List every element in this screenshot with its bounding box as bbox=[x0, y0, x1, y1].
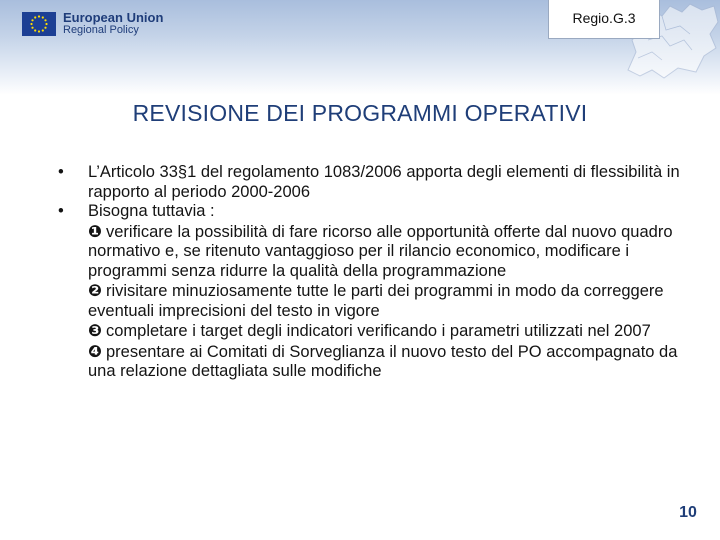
item-text: rivisitare minuziosamente tutte le parti dei programmi in modo da correggere eventuali imprecisioni del testo in vigore bbox=[88, 282, 664, 320]
logo-subtitle: Regional Policy bbox=[63, 24, 139, 36]
item-text: presentare ai Comitati di Sorveglianza il nuovo testo del PO accompagnato da una relazione dettagliata sulle modifiche bbox=[88, 342, 678, 380]
numbered-item bbox=[56, 343, 696, 382]
bullet-item bbox=[56, 163, 696, 202]
eu-logo bbox=[22, 9, 163, 39]
eu-flag-icon bbox=[22, 12, 56, 36]
bullet-text: Bisogna tuttavia : bbox=[88, 202, 215, 220]
slide-body bbox=[56, 163, 696, 382]
document-code-box bbox=[548, 0, 660, 39]
document-code: Regio.G.3 bbox=[572, 10, 636, 26]
numbered-item bbox=[56, 322, 696, 342]
numbered-item bbox=[56, 223, 696, 282]
slide-title: REVISIONE DEI PROGRAMMI OPERATIVI bbox=[132, 100, 588, 126]
bullet-text: L’Articolo 33§1 del regolamento 1083/2006 apporta degli elementi di flessibilità in rapporto al periodo 2000-2006 bbox=[88, 163, 680, 201]
item-number: ❹ bbox=[88, 342, 102, 361]
logo-title: European Union bbox=[63, 10, 164, 25]
numbered-item bbox=[56, 282, 696, 321]
item-number: ❷ bbox=[88, 282, 102, 300]
bullet-dot: • bbox=[58, 202, 64, 220]
item-text: verificare la possibilità di fare ricorso alle opportunità offerte dal nuovo quadro normativo e, se ritenuto vantaggioso per il rilancio economico, modificare i programmi senza ridurre la qualità della programmazione bbox=[88, 222, 673, 280]
header-band bbox=[0, 0, 720, 95]
bullet-item bbox=[56, 202, 696, 222]
item-text: completare i target degli indicatori verificando i parametri utilizzati nel 2007 bbox=[105, 322, 651, 340]
bullet-dot: • bbox=[58, 163, 64, 181]
item-number: ❸ bbox=[88, 322, 102, 340]
item-number: ❶ bbox=[88, 222, 102, 241]
page-number: 10 bbox=[679, 504, 697, 521]
